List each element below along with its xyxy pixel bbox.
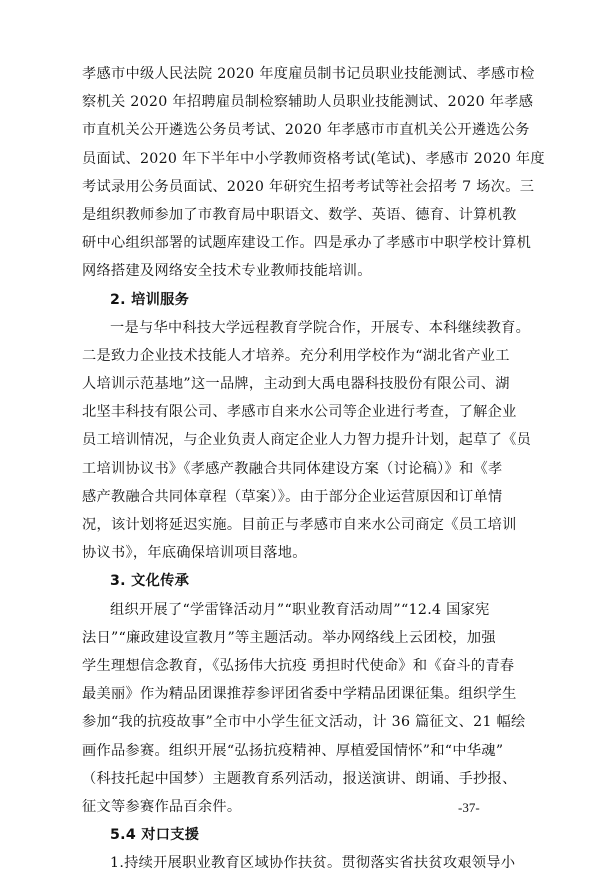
paragraph-line: 人培训示范基地”这一品牌，主动到大禹电器科技股份有限公司、湖 bbox=[82, 376, 510, 393]
paragraph-line: 征文等参赛作品百余件。 bbox=[82, 798, 242, 815]
paragraph-line: 学生理想信念教育，《弘扬伟大抗疫 勇担时代使命》和《奋斗的青春 bbox=[82, 657, 515, 674]
paragraph-line: 孝感市中级人民法院 2020 年度雇员制书记员职业技能测试、孝感市检 bbox=[82, 66, 535, 82]
paragraph-line: 法日”“廉政建设宣教月”等主题活动。举办网络线上云团校，加强 bbox=[82, 629, 496, 646]
paragraph-line: 考试录用公务员面试、2020 年研究生招考考试等社会招考 7 场次。三 bbox=[82, 178, 535, 195]
paragraph-line: 一是与华中科技大学远程教育学院合作，开展专、本科继续教育。 bbox=[110, 319, 531, 336]
page-number: -37- bbox=[458, 800, 480, 815]
section-heading-support: 5.4 对口支援 bbox=[110, 827, 200, 844]
paragraph-line: 察机关 2020 年招聘雇员制检察辅助人员职业技能测试、2020 年孝感 bbox=[82, 94, 534, 111]
paragraph-line: 二是致力企业技术技能人才培养。充分利用学校作为“湖北省产业工 bbox=[82, 347, 510, 364]
section-heading-culture: 3. 文化传承 bbox=[110, 573, 190, 590]
paragraph-line: 市直机关公开遴选公务员考试、2020 年孝感市市直机关公开遴选公务 bbox=[82, 122, 530, 139]
document-body bbox=[82, 60, 545, 877]
paragraph-line: 1.持续开展职业教育区域协作扶贫。贯彻落实省扶贫攻艰领导小 bbox=[110, 855, 516, 872]
section-heading-training: 2. 培训服务 bbox=[110, 291, 190, 308]
paragraph-line: 参加“我的抗疫故事”全市中小学生征文活动，计 36 篇征文、21 幅绘 bbox=[82, 714, 526, 731]
paragraph-line: 员工培训情况，与企业负责人商定企业人力智力提升计划，起草了《员 bbox=[82, 432, 532, 449]
paragraph-line: 北坚丰科技有限公司、孝感市自来水公司等企业进行考查，了解企业 bbox=[82, 404, 517, 421]
paragraph-line: 组织开展了“学雷锋活动月”“职业教育活动周”“12.4 国家宪 bbox=[110, 601, 490, 618]
paragraph-line: 工培训协议书》《孝感产教融合共同体建设方案（讨论稿）》和《孝 bbox=[82, 460, 503, 477]
paragraph-line: 研中心组织部署的试题库建设工作。四是承办了孝感市中职学校计算机 bbox=[82, 235, 532, 252]
paragraph-line: 最美丽》作为精品团课推荐参评团省委中学精品团课征集。组织学生 bbox=[82, 686, 517, 703]
paragraph-line: 是组织教师参加了市教育局中职语文、数学、英语、德育、计算机教 bbox=[82, 206, 517, 223]
paragraph-line: 画作品参赛。组织开展“弘扬抗疫精神、厚植爱国情怀”和“中华魂” bbox=[82, 742, 504, 759]
paragraph-line: 况，该计划将延迟实施。目前正与孝感市自来水公司商定《员工培训 bbox=[82, 517, 517, 533]
paragraph-line: （科技托起中国梦）主题教育系列活动，报送演讲、朗诵、手抄报、 bbox=[82, 770, 517, 787]
paragraph-line: 员面试、2020 年下半年中小学教师资格考试(笔试)、孝感市 2020 年度 bbox=[82, 150, 545, 167]
paragraph-line: 协议书》，年底确保培训项目落地。 bbox=[82, 545, 307, 562]
paragraph-line: 网络搭建及网络安全技术专业教师技能培训。 bbox=[82, 263, 372, 280]
paragraph-line: 感产教融合共同体章程（草案）》。由于部分企业运营原因和订单情 bbox=[82, 488, 503, 505]
